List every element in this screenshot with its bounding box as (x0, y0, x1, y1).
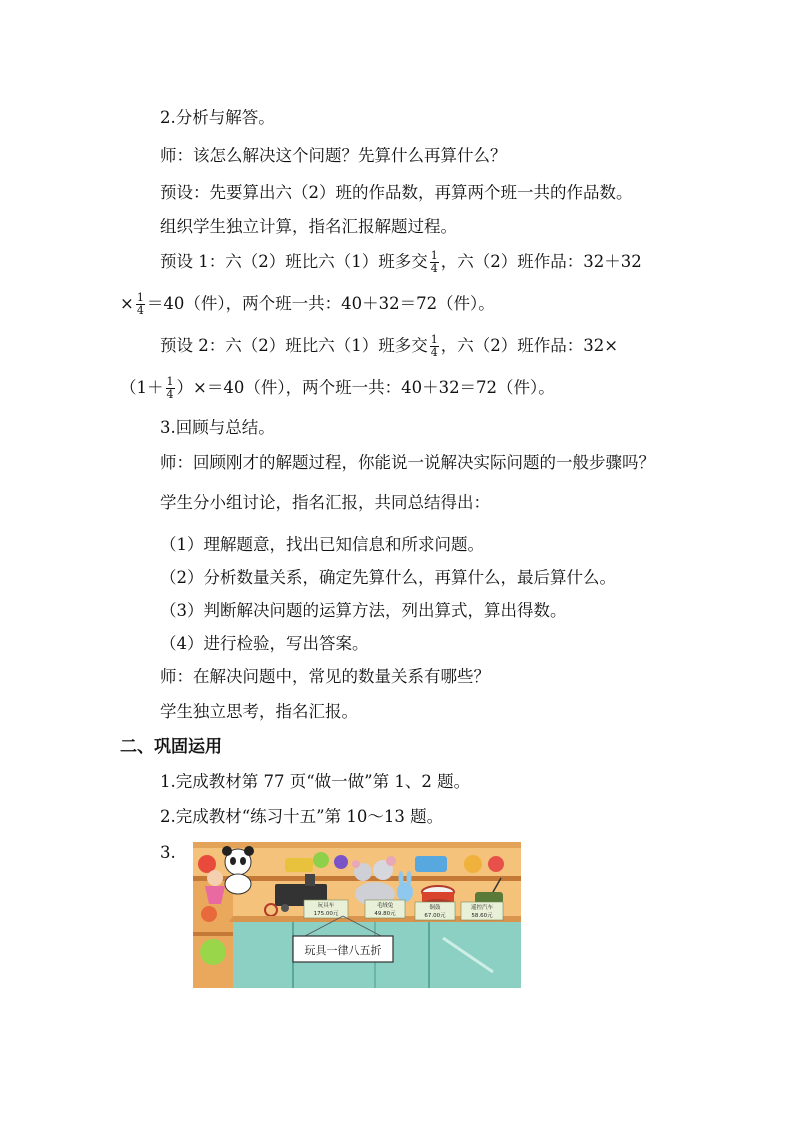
ball-icon (464, 855, 482, 873)
fraction (430, 334, 439, 359)
presupposition-1-line1 (160, 250, 642, 275)
ball-icon (201, 906, 217, 922)
step-4: （4）进行检验，写出答案。 (160, 634, 369, 653)
fraction-denominator: 4 (430, 346, 438, 359)
fraction-numerator: 1 (166, 375, 174, 388)
price-tag (365, 900, 405, 918)
fraction-numerator: 1 (430, 249, 438, 262)
fraction-numerator: 1 (136, 291, 144, 304)
student-thinking: 学生独立思考，指名汇报。 (160, 702, 358, 721)
text-part: （1＋ (120, 378, 164, 397)
price-tag-price: 49.80元 (374, 911, 396, 917)
fraction (166, 376, 175, 401)
fraction-numerator: 1 (430, 333, 438, 346)
text-part: ＝40（件），两个班一共：40＋32＝72（件）。 (146, 294, 495, 313)
price-tag (461, 902, 503, 920)
teacher-review-question: 师：回顾刚才的解题过程，你能说一说解决实际问题的一般步骤吗？ (160, 453, 655, 472)
presupposition-2-line1 (160, 334, 618, 359)
toy-car-icon (415, 856, 447, 872)
price-tag (304, 900, 348, 918)
price-tag-price: 58.60元 (471, 913, 493, 919)
presupposition-2-line2 (120, 376, 555, 401)
fraction-denominator: 4 (166, 388, 174, 401)
presupposition-1-line2 (120, 292, 495, 317)
doll-icon (207, 870, 223, 886)
ball-icon (200, 939, 226, 965)
step-heading-analysis: 2.分析与解答。 (160, 108, 275, 127)
exercise-2: 2.完成教材“练习十五”第 10～13 题。 (160, 807, 444, 826)
plush-rabbit-icon (397, 882, 413, 902)
step-1: （1）理解题意，找出已知信息和所求问题。 (160, 535, 484, 554)
price-tag-name: 铜鼓 (429, 905, 441, 911)
fraction (136, 292, 145, 317)
price-tag-price: 175.00元 (313, 911, 339, 917)
group-discussion: 学生分小组讨论，指名汇报，共同总结得出： (160, 493, 490, 512)
fraction (430, 250, 439, 275)
ball-icon (313, 852, 329, 868)
exercise-3-label: 3. (160, 843, 176, 862)
fraction-denominator: 4 (430, 262, 438, 275)
price-tag-name: 遥控汽车 (470, 905, 494, 911)
price-tag-name: 玩具车 (317, 903, 335, 909)
price-tag-name: 毛绒兔 (376, 903, 394, 909)
exercise-1: 1.完成教材第 77 页“做一做”第 1、2 题。 (160, 772, 471, 791)
toy-store-illustration (193, 842, 521, 988)
presupposition: 预设：先要算出六（2）班的作品数，再算两个班一共的作品数。 (160, 183, 633, 202)
toy-car-icon (285, 858, 313, 872)
text-part: 预设 1：六（2）班比六（1）班多交 (160, 252, 428, 271)
text-part: × (120, 294, 134, 313)
organize-text: 组织学生独立计算，指名汇报解题过程。 (160, 217, 457, 236)
teacher-relation-question: 师：在解决问题中，常见的数量关系有哪些？ (160, 667, 490, 686)
step-3: （3）判断解决问题的运算方法，列出算式，算出得数。 (160, 601, 567, 620)
ball-icon (488, 856, 504, 872)
text-part: ，六（2）班作品：32＋32 (440, 252, 642, 271)
text-part: 预设 2：六（2）班比六（1）班多交 (160, 336, 428, 355)
step-heading-review: 3.回顾与总结。 (160, 418, 275, 437)
step-2: （2）分析数量关系，确定先算什么，再算什么，最后算什么。 (160, 568, 616, 587)
sale-sign-text: 玩具一律八五折 (304, 944, 382, 957)
price-tag (415, 902, 455, 920)
text-part: ，六（2）班作品：32× (440, 336, 619, 355)
fraction-denominator: 4 (136, 304, 144, 317)
ball-icon (334, 855, 348, 869)
text-part: ）×＝40（件），两个班一共：40＋32＝72（件）。 (176, 378, 555, 397)
teacher-question: 师：该怎么解决这个问题？先算什么再算什么？ (160, 146, 507, 165)
price-tag-price: 67.00元 (424, 913, 446, 919)
section-heading-consolidate: 二、巩固运用 (120, 737, 222, 757)
